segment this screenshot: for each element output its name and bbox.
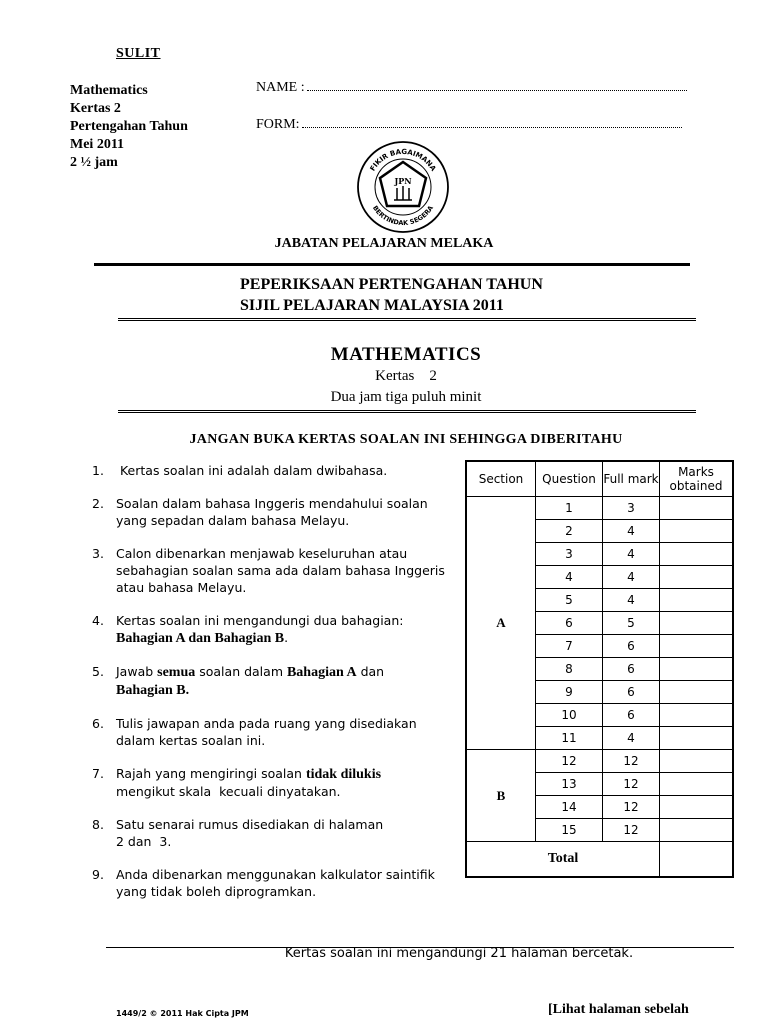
instruction-number: 9. (92, 867, 104, 882)
full-mark-cell: 3 (603, 497, 660, 520)
instruction-text: Anda dibenarkan menggunakan kalkulator saintifik yang tidak boleh diprogramkan. (116, 867, 435, 899)
full-mark-cell: 5 (603, 612, 660, 635)
warning-notice: JANGAN BUKA KERTAS SOALAN INI SEHINGGA DIBERITAHU (189, 432, 623, 447)
full-mark-cell: 4 (603, 543, 660, 566)
instruction-text: mengikut skala kecuali dinyatakan. (116, 784, 341, 799)
header-marks-obtained: Marks obtained (660, 461, 734, 497)
instruction-item (92, 462, 452, 479)
instruction-number: 8. (92, 817, 104, 832)
marks-obtained-cell[interactable] (660, 543, 734, 566)
thick-divider (94, 263, 690, 266)
instruction-number: 6. (92, 716, 104, 731)
instruction-text: Satu senarai rumus disediakan di halaman (116, 817, 384, 832)
full-mark-cell: 6 (603, 635, 660, 658)
confidential-label: SULIT (116, 46, 161, 61)
full-mark-cell: 4 (603, 589, 660, 612)
double-divider (118, 318, 696, 321)
marks-obtained-cell[interactable] (660, 520, 734, 543)
question-cell: 14 (536, 796, 603, 819)
instruction-emphasis: semua (157, 665, 196, 680)
question-cell: 1 (536, 497, 603, 520)
name-dotted-line[interactable] (307, 80, 687, 91)
full-mark-cell: 12 (603, 819, 660, 842)
full-mark-cell: 4 (603, 727, 660, 750)
logo-text-bottom: BERTINDAK SEGERA (370, 204, 436, 228)
instruction-item (92, 545, 452, 596)
svg-text:FIKIR BAGAIMANA (369, 148, 438, 173)
subject-line: Mathematics (70, 83, 148, 98)
question-cell: 11 (536, 727, 603, 750)
instruction-text: Jawab (116, 664, 158, 679)
name-label: NAME : (256, 80, 305, 95)
page-count-note: Kertas soalan ini mengandungi 21 halaman bercetak. (284, 946, 634, 961)
full-mark-cell: 12 (603, 773, 660, 796)
full-mark-cell: 6 (603, 658, 660, 681)
instruction-number: 7. (92, 766, 104, 781)
instruction-text: Kertas soalan ini adalah dalam dwibahasa. (116, 463, 388, 478)
instructions-list (92, 462, 452, 900)
instruction-number: 4. (92, 613, 104, 628)
instruction-item (92, 612, 452, 647)
header-full-mark: Full mark (603, 461, 660, 497)
header-section: Section (466, 461, 536, 497)
subject-line: Pertengahan Tahun (70, 119, 188, 134)
exam-title-1: PEPERIKSAAN PERTENGAHAN TAHUN (240, 276, 543, 293)
instruction-item (92, 495, 452, 529)
marks-obtained-cell[interactable] (660, 704, 734, 727)
total-row (466, 842, 733, 878)
marks-obtained-cell[interactable] (660, 819, 734, 842)
instruction-text: Soalan dalam bahasa Inggeris mendahului soalan yang sepadan dalam bahasa Melayu. (116, 496, 428, 528)
marks-table (465, 460, 734, 878)
marks-obtained-cell[interactable] (660, 773, 734, 796)
instruction-item (92, 765, 452, 800)
table-header-row (466, 461, 733, 497)
instruction-number: 3. (92, 546, 104, 561)
table-row (466, 750, 733, 773)
question-cell: 13 (536, 773, 603, 796)
full-mark-cell: 12 (603, 796, 660, 819)
form-dotted-line[interactable] (302, 117, 682, 128)
instruction-number: 2. (92, 496, 104, 511)
instruction-emphasis: Bahagian A (286, 665, 357, 680)
section-cell: A (466, 497, 536, 750)
instruction-item (92, 663, 452, 699)
question-cell: 4 (536, 566, 603, 589)
question-cell: 3 (536, 543, 603, 566)
question-cell: 5 (536, 589, 603, 612)
marks-obtained-cell[interactable] (660, 681, 734, 704)
question-cell: 8 (536, 658, 603, 681)
question-cell: 15 (536, 819, 603, 842)
department-name: JABATAN PELAJARAN MELAKA (274, 236, 494, 251)
copyright-note: 1449/2 © 2011 Hak Cipta JPM (116, 1009, 249, 1018)
full-mark-cell: 6 (603, 681, 660, 704)
marks-obtained-cell[interactable] (660, 796, 734, 819)
instruction-text: Calon dibenarkan menjawab keseluruhan atau sebahagian soalan sama ada dalam bahasa Inggeris atau bahasa Melayu. (116, 546, 445, 595)
subject-info (70, 82, 188, 172)
full-mark-cell: 12 (603, 750, 660, 773)
marks-obtained-cell[interactable] (660, 658, 734, 681)
question-cell: 10 (536, 704, 603, 727)
form-field[interactable] (256, 117, 682, 133)
instruction-text: Kertas soalan ini mengandungi dua bahagian: (116, 613, 404, 628)
subject-line: 2 ½ jam (70, 155, 118, 170)
full-mark-cell: 4 (603, 566, 660, 589)
instruction-text: Rajah yang mengiringi soalan (116, 766, 306, 781)
instruction-emphasis: tidak dilukis (305, 767, 382, 782)
question-cell: 9 (536, 681, 603, 704)
marks-obtained-cell[interactable] (660, 727, 734, 750)
full-mark-cell: 6 (603, 704, 660, 727)
instruction-emphasis: Bahagian A dan Bahagian B (116, 631, 285, 646)
subject-line: Mei 2011 (70, 137, 125, 152)
instruction-item (92, 816, 452, 850)
logo-text-top: FIKIR BAGAIMANA (368, 147, 438, 173)
total-label: Total (466, 842, 660, 878)
instruction-emphasis: Bahagian B. (116, 683, 190, 698)
logo-text-center: JPN (394, 176, 412, 186)
instruction-text: Tulis jawapan anda pada ruang yang disediakan dalam kertas soalan ini. (116, 716, 417, 748)
double-divider (118, 410, 696, 413)
marks-obtained-cell[interactable] (660, 635, 734, 658)
section-cell: B (466, 750, 536, 842)
exam-title-2: SIJIL PELAJARAN MALAYSIA 2011 (240, 297, 504, 314)
question-cell: 6 (536, 612, 603, 635)
marks-obtained-cell[interactable] (660, 566, 734, 589)
instruction-number: 5. (92, 664, 104, 679)
paper-duration: Dua jam tiga puluh minit (330, 389, 482, 405)
full-mark-cell: 4 (603, 520, 660, 543)
instruction-text: . (284, 630, 289, 645)
question-cell: 7 (536, 635, 603, 658)
instruction-text: dan (356, 664, 385, 679)
svg-text:BERTINDAK SEGERA (371, 204, 435, 227)
jpn-crest-icon (356, 140, 450, 234)
header-question: Question (536, 461, 603, 497)
marks-obtained-cell[interactable] (660, 497, 734, 520)
instruction-item (92, 866, 452, 900)
marks-obtained-cell[interactable] (660, 750, 734, 773)
form-label: FORM: (256, 117, 300, 132)
paper-title: MATHEMATICS (330, 344, 482, 365)
subject-line: Kertas 2 (70, 101, 121, 116)
marks-obtained-cell[interactable] (660, 612, 734, 635)
instruction-text: 2 dan 3. (116, 834, 172, 849)
total-marks-cell[interactable] (660, 842, 734, 878)
marks-obtained-cell[interactable] (660, 589, 734, 612)
name-field[interactable] (256, 80, 687, 96)
instruction-item (92, 715, 452, 749)
table-row (466, 497, 733, 520)
question-cell: 12 (536, 750, 603, 773)
next-page-note: [Lihat halaman sebelah (548, 1002, 689, 1017)
instruction-text: soalan dalam (195, 664, 287, 679)
paper-number: Kertas 2 (375, 368, 437, 384)
instruction-number: 1. (92, 463, 104, 478)
question-cell: 2 (536, 520, 603, 543)
